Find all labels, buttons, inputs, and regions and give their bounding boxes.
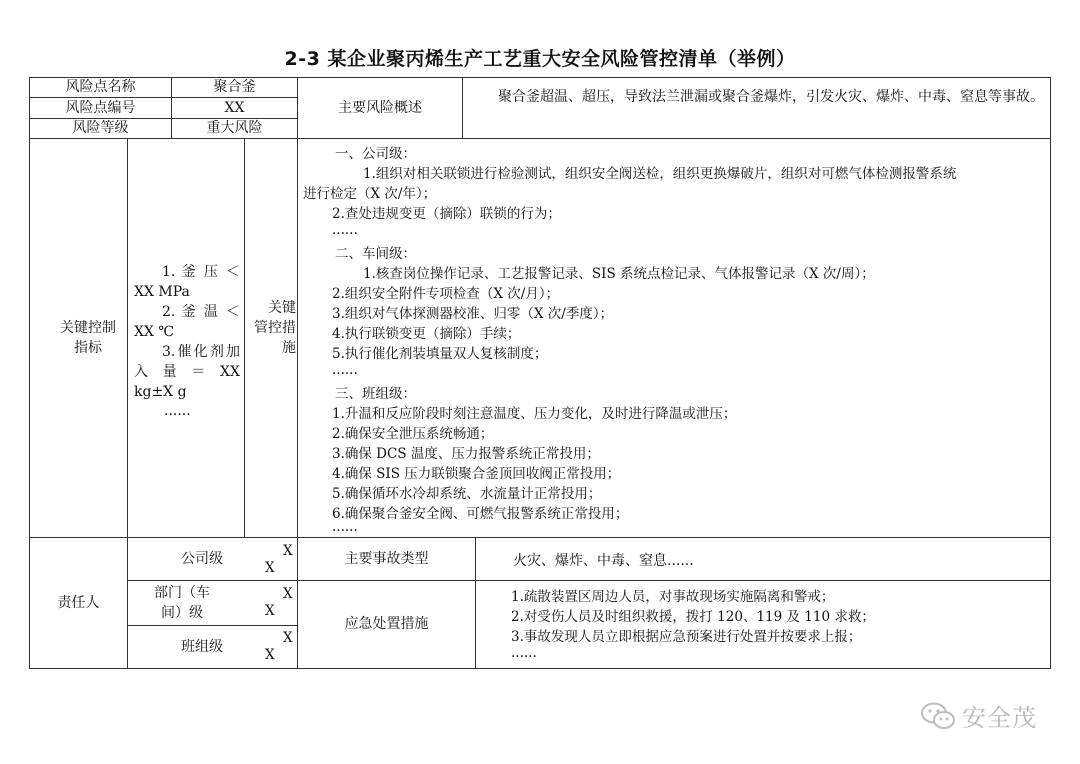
measure-heading: 三、班组级： (335, 386, 416, 402)
measure-item: 4.执行联锁变更（摘除）手续； (332, 326, 521, 342)
measure-heading: 二、车间级： (335, 246, 416, 262)
accident-type-label: 主要事故类型 (344, 550, 429, 567)
key-indicator-label: 关键控制指标 (60, 320, 116, 356)
measure-heading: 一、公司级： (335, 146, 416, 162)
emergency-label: 应急处置措施 (344, 616, 429, 632)
resp-company-label: 公司级 (181, 550, 223, 567)
accident-type-text: 火灾、爆炸、中毒、窒息...... (513, 553, 694, 569)
emergency-item: ...... (511, 645, 537, 661)
resp-dept-x: X (265, 603, 275, 619)
resp-team-x: X (265, 647, 275, 663)
resp-dept-label: 部门（车间）级 (154, 585, 210, 621)
page-title: 2-3 某企业聚丙烯生产工艺重大安全风险管控清单（举例） (284, 48, 796, 70)
measure-item: 进行检定（X 次/年）； (303, 186, 437, 202)
measure-item: 6.确保聚合釜安全阀、可燃气报警系统正常投用； (332, 506, 629, 522)
measure-item: 3.组织对气体探测器校准、归零（X 次/季度）； (332, 306, 614, 322)
resp-company-x: X (265, 560, 275, 576)
measure-item: 1.组织对相关联锁进行检验测试，组织安全阀送检，组织更换爆破片，组织对可燃气体检测报警系统 (363, 166, 957, 182)
risk-point-code-value: XX (224, 99, 245, 116)
emergency-item: 2.对受伤人员及时组织救援，拨打 120、119 及 110 求救； (511, 609, 875, 625)
measure-item: ...... (332, 362, 358, 378)
risk-overview-text: 聚合釜超温、超压，导致法兰泄漏或聚合釜爆炸，引发火灾、爆炸、中毒、窒息等事故。 (498, 89, 1044, 105)
key-indicator-item: 2. 釜 温 ＜ XX ℃ (134, 304, 240, 340)
measure-item: 4.确保 SIS 压力联锁聚合釜顶回收阀正常投用； (332, 466, 621, 482)
resp-company-x: X (283, 543, 293, 559)
measure-item: 2.查处违规变更（摘除）联锁的行为； (332, 206, 561, 222)
risk-point-name-label: 风险点名称 (65, 79, 136, 95)
measure-item: 1.升温和反应阶段时刻注意温度、压力变化，及时进行降温或泄压； (332, 406, 737, 422)
resp-team-x: X (283, 630, 293, 646)
watermark (920, 698, 1037, 733)
measure-item: 3.确保 DCS 温度、压力报警系统正常投用； (332, 446, 600, 462)
key-measures-label: 关键管控措施 (254, 300, 296, 356)
measure-item: 5.执行催化剂装填量双人复核制度； (332, 346, 548, 362)
risk-level-value: 重大风险 (206, 120, 263, 136)
emergency-item: 3.事故发现人员立即根据应急预案进行处置并按要求上报； (511, 629, 862, 645)
resp-team-label: 班组级 (181, 638, 223, 655)
measure-item: 2.确保安全泄压系统畅通； (332, 426, 494, 442)
responsible-label: 责任人 (57, 594, 100, 611)
measure-item: 5.确保循环水冷却系统、水流量计正常投用； (332, 486, 602, 502)
watermark-text: 安全茂 (962, 704, 1037, 732)
risk-overview-label: 主要风险概述 (338, 99, 422, 116)
risk-point-code-label: 风险点编号 (65, 99, 136, 116)
measure-item: 2.组织安全附件专项检查（X 次/月）； (332, 286, 560, 302)
emergency-item: 1.疏散装置区周边人员，对事故现场实施隔离和警戒； (511, 589, 835, 605)
key-indicator-item: 1. 釜 压 ＜ XX MPa (134, 264, 240, 300)
risk-level-label: 风险等级 (72, 120, 129, 136)
measure-item: ...... (332, 519, 358, 535)
wechat-icon (920, 701, 956, 731)
measure-item: 1.核查岗位操作记录、工艺报警记录、SIS 系统点检记录、气体报警记录（X 次/周）； (363, 266, 875, 282)
key-indicator-item: ...... (164, 403, 191, 419)
risk-point-name-value: 聚合釜 (213, 79, 256, 95)
measure-item: ...... (332, 222, 358, 238)
resp-dept-x: X (283, 586, 293, 602)
key-indicator-item: 3.催化剂加 入 量 ＝ XX kg±X g (134, 344, 240, 400)
